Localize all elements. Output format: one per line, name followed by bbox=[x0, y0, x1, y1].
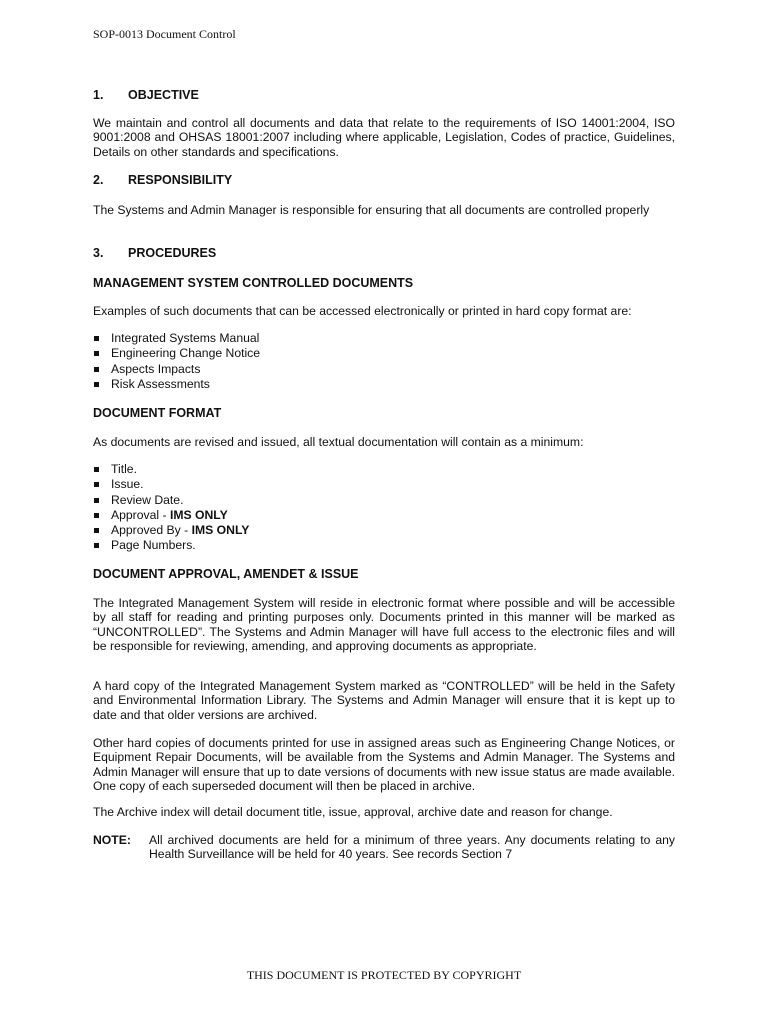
page-footer-copyright: THIS DOCUMENT IS PROTECTED BY COPYRIGHT bbox=[246, 968, 522, 982]
approval-paragraph: A hard copy of the Integrated Management System marked as “CONTROLLED” will be held in the Safety and Environmental Information Library. The Systems and Admin Manager will ensure that it is kept up to date and that older versions are archived. bbox=[93, 679, 675, 722]
list-item-text: Title. bbox=[111, 462, 137, 476]
list-item-text: Issue. bbox=[111, 477, 144, 492]
list-item-text: Page Numbers. bbox=[111, 538, 196, 553]
objective-paragraph: We maintain and control all documents and data that relate to the requirements of ISO 14001:2004, ISO 9001:2008 and OHSAS 18001:2007 including where applicable, Legislation, Codes of practice, Guidelines, Details on other standards and specifications. bbox=[93, 116, 675, 159]
list-item: Risk Assessments bbox=[93, 377, 653, 392]
section-heading-responsibility bbox=[93, 173, 232, 187]
section-heading-procedures bbox=[93, 246, 216, 260]
section-title: RESPONSIBILITY bbox=[128, 173, 233, 187]
list-item bbox=[93, 493, 653, 508]
section-heading-objective bbox=[93, 88, 199, 102]
approval-paragraph: The Archive index will detail document title, issue, approval, archive date and reason for change. bbox=[93, 805, 613, 819]
document-format-intro: As documents are revised and issued, all textual documentation will contain as a minimum: bbox=[93, 435, 584, 449]
list-item: Engineering Change Notice bbox=[93, 346, 653, 361]
section-title: OBJECTIVE bbox=[128, 88, 199, 102]
list-item bbox=[93, 477, 653, 492]
subheading-controlled-documents: MANAGEMENT SYSTEM CONTROLLED DOCUMENTS bbox=[93, 276, 414, 290]
list-item-emphasis: IMS ONLY bbox=[191, 523, 250, 538]
controlled-docs-list bbox=[93, 331, 653, 392]
section-number: 1. bbox=[93, 88, 104, 102]
page-header-title: SOP-0013 Document Control bbox=[93, 27, 236, 41]
subheading-document-approval: DOCUMENT APPROVAL, AMENDET & ISSUE bbox=[93, 567, 359, 581]
list-item-text: Approval - bbox=[111, 507, 170, 522]
approval-paragraph: Other hard copies of documents printed for use in assigned areas such as Engineering Change Notices, or Equipment Repair Documents, will be available from the Systems and Admin Manager. The Systems and Admin Manager will ensure that up to date versions of documents with new issue status are made available. One copy of each superseded document will then be placed in archive. bbox=[93, 736, 675, 793]
list-item-text: Approved By - bbox=[111, 523, 192, 538]
note-label: NOTE: bbox=[93, 833, 131, 847]
list-item bbox=[93, 538, 653, 553]
section-number: 2. bbox=[93, 173, 104, 187]
subheading-document-format: DOCUMENT FORMAT bbox=[93, 406, 222, 420]
list-item: Integrated Systems Manual bbox=[93, 331, 653, 346]
list-item: Aspects Impacts bbox=[93, 362, 653, 377]
note-text: All archived documents are held for a minimum of three years. Any documents relating to any Health Surveillance will be held for 40 years. See records Section 7 bbox=[149, 833, 675, 862]
section-number: 3. bbox=[93, 246, 104, 260]
note-block bbox=[93, 833, 675, 862]
approval-paragraph: The Integrated Management System will reside in electronic format where possible and will be accessible by all staff for reading and printing purposes only. Documents printed in this manner will be marked as “UNCONTROLLED”. The Systems and Admin Manager will have full access to the electronic files and will be responsible for reviewing, amending, and approving documents as appropriate. bbox=[93, 596, 675, 653]
responsibility-paragraph: The Systems and Admin Manager is responsible for ensuring that all documents are controlled properly bbox=[93, 203, 650, 217]
controlled-docs-intro: Examples of such documents that can be accessed electronically or printed in hard copy format are: bbox=[93, 304, 632, 318]
document-format-list bbox=[93, 462, 653, 554]
list-item bbox=[93, 508, 653, 523]
list-item-text: Review Date. bbox=[111, 492, 184, 507]
section-title: PROCEDURES bbox=[128, 246, 217, 260]
list-item bbox=[93, 462, 653, 477]
list-item bbox=[93, 523, 653, 538]
list-item-emphasis: IMS ONLY bbox=[169, 507, 228, 522]
